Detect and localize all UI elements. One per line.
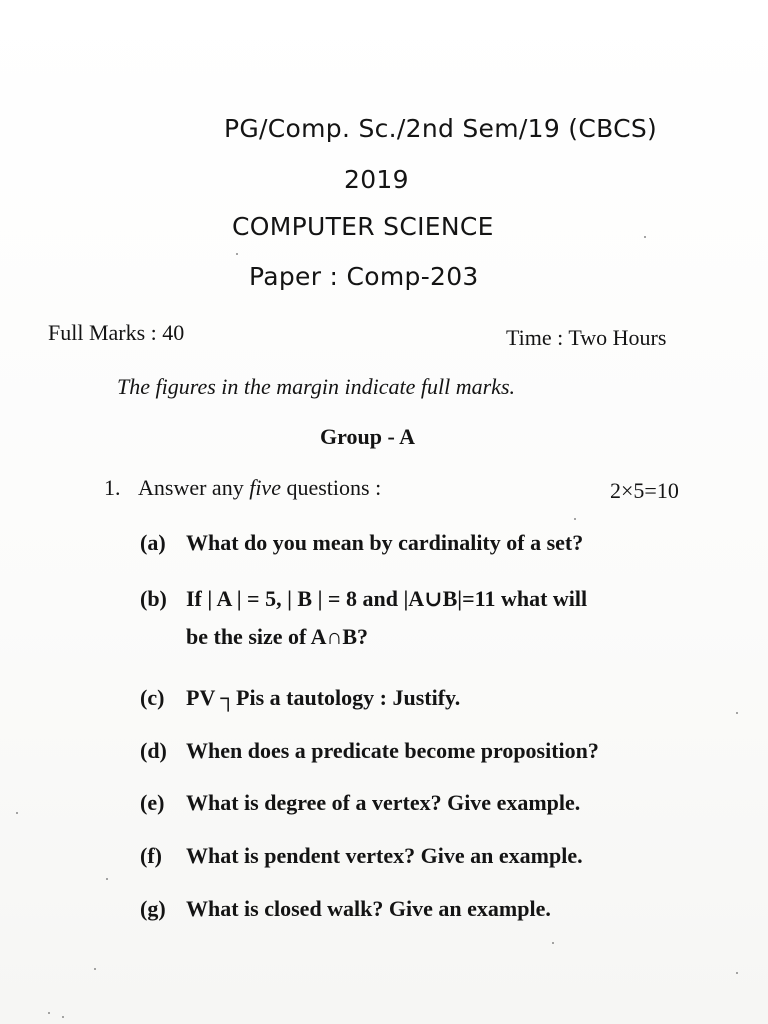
subquestion-label: (b) (140, 586, 167, 611)
paper-speck (644, 236, 646, 238)
subquestion-text: PV ┐Pis a tautology : Justify. (186, 685, 461, 710)
subquestion-label: (c) (140, 685, 165, 710)
group-title: Group - A (320, 424, 415, 449)
subquestion-label: (a) (140, 530, 166, 555)
exam-time: Time : Two Hours (506, 325, 667, 350)
question-number: 1. (104, 475, 121, 500)
paper-speck (736, 972, 738, 974)
paper-speck (574, 518, 576, 520)
paper-speck (16, 812, 18, 814)
subquestion-label: (g) (140, 896, 166, 921)
full-marks: Full Marks : 40 (48, 320, 185, 345)
subject-title: COMPUTER SCIENCE (232, 212, 494, 241)
instruction-text: The figures in the margin indicate full marks. (117, 374, 516, 399)
subquestion-g (140, 896, 551, 922)
subquestion-text: What do you mean by cardinality of a set? (186, 530, 584, 555)
subquestion-c (140, 685, 460, 711)
subquestion-d (140, 738, 599, 764)
subquestion-text: What is degree of a vertex? Give example. (186, 790, 581, 815)
subquestion-e (140, 790, 580, 816)
paper-speck (552, 942, 554, 944)
subquestion-a (140, 530, 583, 556)
subquestion-label: (d) (140, 738, 167, 763)
question-marks: 2×5=10 (610, 478, 679, 503)
paper-speck (736, 712, 738, 714)
subquestion-label: (f) (140, 843, 162, 868)
paper-speck (236, 253, 238, 255)
subquestion-b (140, 586, 587, 612)
subquestion-label: (e) (140, 790, 165, 815)
question-text-post: questions : (280, 475, 382, 500)
question-text-emph: five (249, 475, 281, 500)
paper-speck (48, 1012, 50, 1014)
subquestion-text: What is pendent vertex? Give an example. (186, 843, 583, 868)
paper-year: 2019 (344, 165, 409, 194)
subquestion-f (140, 843, 583, 869)
subquestion-text: If | A | = 5, | B | = 8 and |A∪B|=11 what will (186, 586, 588, 611)
paper-number: Paper : Comp-203 (249, 262, 479, 291)
paper-speck (62, 1016, 64, 1018)
subquestion-text: What is closed walk? Give an example. (186, 896, 551, 921)
paper-speck (94, 968, 96, 970)
question-1 (104, 475, 381, 501)
paper-speck (106, 878, 108, 880)
subquestion-b-continued: be the size of A∩B? (186, 624, 369, 649)
question-text-pre: Answer any (138, 475, 250, 500)
subquestion-text: When does a predicate become proposition? (186, 738, 599, 763)
paper-code: PG/Comp. Sc./2nd Sem/19 (CBCS) (224, 114, 658, 143)
